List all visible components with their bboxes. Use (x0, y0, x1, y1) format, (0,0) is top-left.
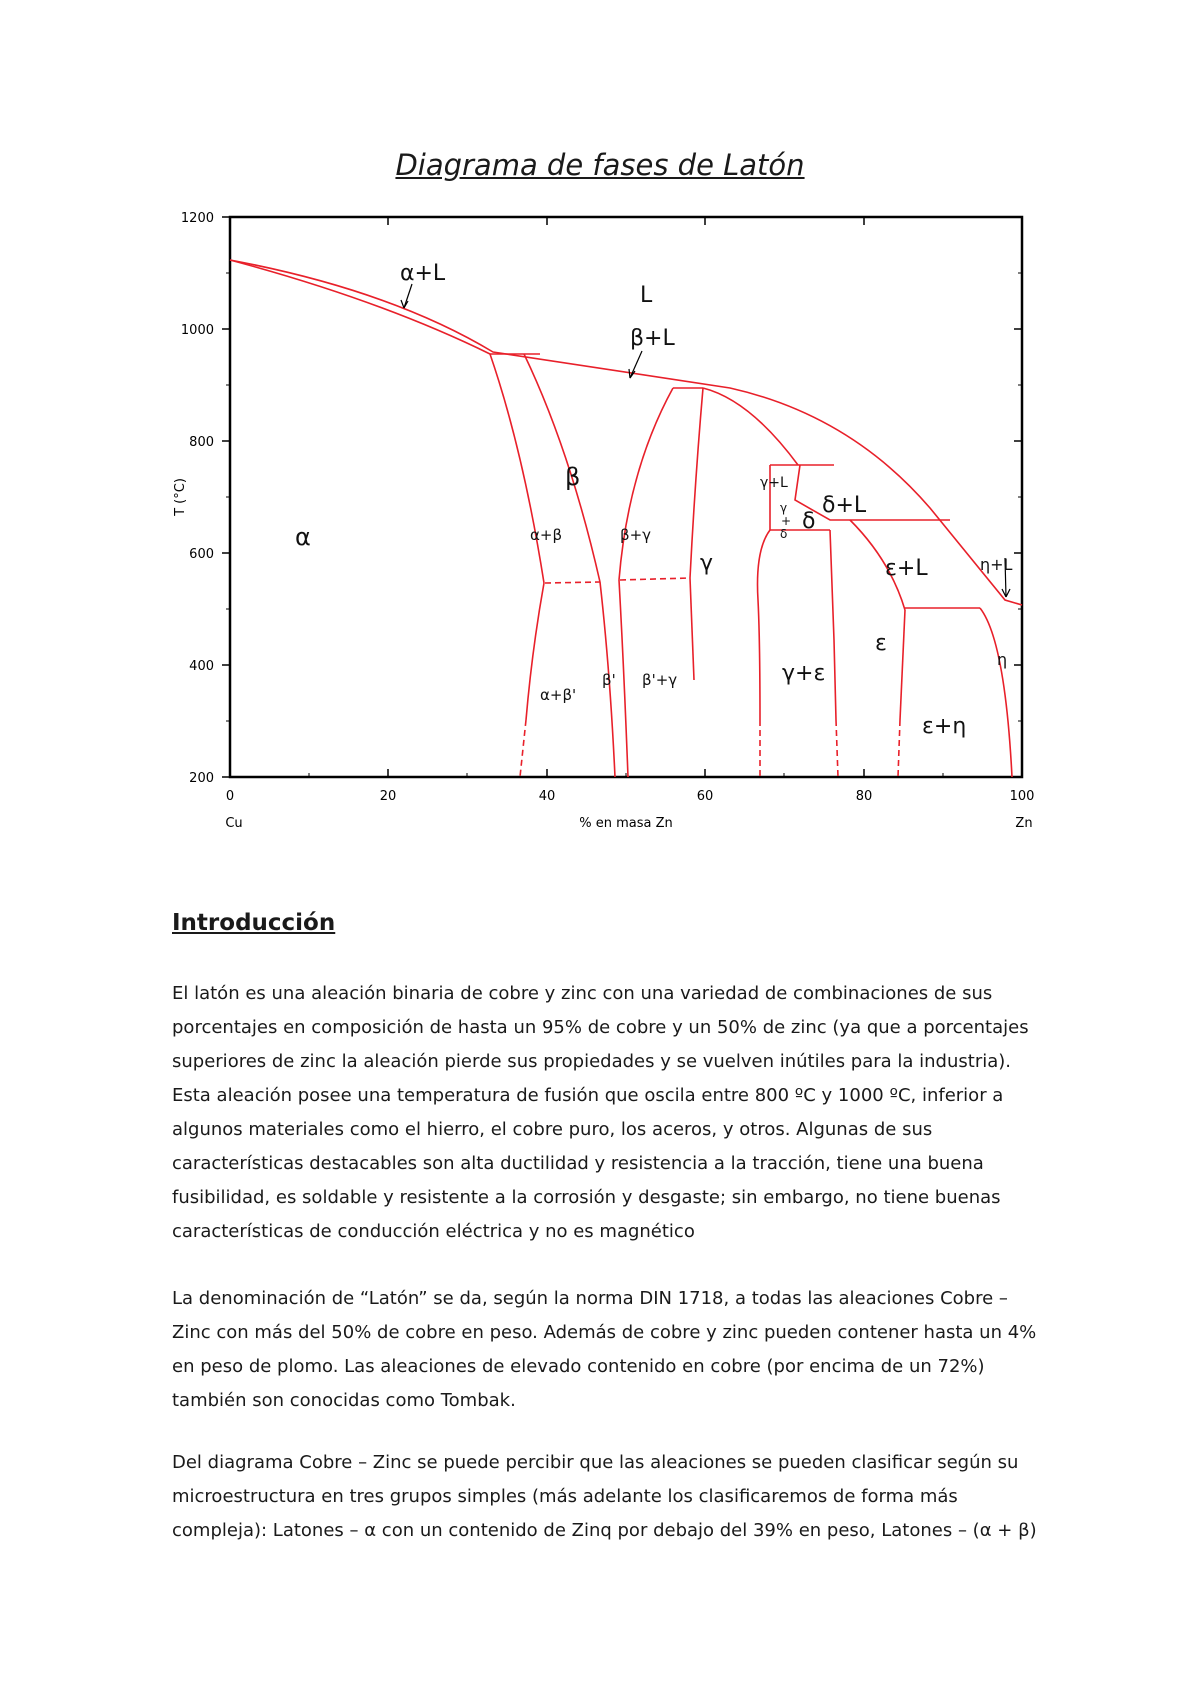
x-tick-label: 60 (696, 789, 714, 804)
x-axis (225, 217, 1034, 831)
x-tick-label: 0 (225, 789, 235, 804)
x-tick-label: 20 (379, 789, 397, 804)
liquidus-line (230, 260, 1022, 605)
x-tick-label: 80 (855, 789, 873, 804)
phase-label-liquid: L (640, 283, 653, 308)
epsilon-left-boundary (830, 530, 836, 720)
phase-label-betaprime: β' (602, 671, 616, 689)
section-heading: Introducción (172, 910, 336, 936)
phase-label-delta-liquid: δ+L (822, 493, 867, 518)
y-tick-label: 1200 (180, 211, 214, 226)
x-tick-label: 40 (538, 789, 556, 804)
phase-label-epsilon-liquid: ε+L (885, 556, 928, 581)
phase-diagram (150, 200, 1050, 840)
plot-frame (230, 217, 1022, 777)
phase-label-gamma-delta-plus: + (781, 514, 792, 528)
eta-boundary (980, 608, 1012, 777)
phase-label-eta: η (997, 650, 1008, 669)
y-tick-label: 1000 (180, 323, 214, 338)
alpha-boundary (490, 354, 544, 583)
betap-right (619, 580, 628, 777)
x-end-label-zn: Zn (1015, 816, 1033, 831)
phase-label-gamma-epsilon: γ+ε (782, 661, 826, 686)
phase-label-epsilon-eta: ε+η (922, 714, 967, 739)
document-title: Diagrama de fases de Latón (395, 148, 805, 182)
solidus-alpha (230, 260, 490, 354)
phase-label-beta-liquid: β+L (630, 326, 675, 351)
phase-boundaries (230, 260, 1022, 777)
phase-label-alpha-beta: α+β (530, 526, 563, 544)
paragraph-2: La denominación de “Latón” se da, según la norma DIN 1718, a todas las aleaciones Cobre – Zinc con más del 50% de cobre en peso. Además de cobre y zinc pueden contener hasta un 4% en peso de plomo. Las aleaciones de elevado contenido en cobre (por encima de un 72%) también son conocidas como Tombak. (172, 1288, 1037, 1411)
ordering-line-left (545, 582, 600, 583)
gamma-left-boundary (690, 388, 703, 578)
y-tick-label: 400 (189, 659, 214, 674)
alpha-l-arrow (404, 284, 412, 308)
phase-label-eta-liquid: η+L (980, 555, 1013, 574)
gamma-right-b (758, 530, 771, 720)
phase-label-delta: δ (802, 509, 816, 534)
y-tick-label: 200 (189, 771, 214, 786)
y-tick-label: 600 (189, 547, 214, 562)
phase-label-beta: β (565, 463, 581, 491)
epsilon-lower-right (900, 610, 905, 720)
y-axis (173, 211, 1022, 786)
phase-label-betaprime-gamma: β'+γ (642, 671, 678, 689)
phase-label-alpha: α (295, 523, 311, 551)
beta-left-boundary (524, 354, 600, 582)
phase-label-gamma-delta-top: γ (780, 501, 788, 515)
y-tick-label: 800 (189, 435, 214, 450)
gamma-lower-left (690, 578, 694, 680)
x-end-label-cu: Cu (225, 816, 243, 831)
ordering-line-right (620, 578, 690, 580)
phase-label-gamma: γ (700, 551, 714, 576)
paragraph-1: El latón es una aleación binaria de cobre y zinc con una variedad de combinaciones de sus porcentajes en composición de hasta un 95% de cobre y un 50% de zinc (ya que a porcentajes superiores de zinc la aleación pierde sus propiedades y se vuelven inútiles para la industria). Esta aleación posee una temperatura de fusión que oscila entre 800 ºC y 1000 ºC, inferior a algunos materiales como el hierro, el cobre puro, los aceros, y otros. Algunas de sus características destacables son alta ductilidad y resistencia a la tracción, tiene una buena fusibilidad, es soldable y resistente a la corrosión y desgaste; sin embargo, no tiene buenas características de conducción eléctrica y no es magnético (172, 983, 1029, 1242)
x-axis-label: % en masa Zn (579, 816, 673, 831)
beta-right-boundary (619, 388, 673, 580)
phase-label-gamma-liquid: γ+L (760, 475, 788, 491)
phase-label-epsilon: ε (875, 631, 887, 656)
phase-label-gamma-delta-bottom: δ (780, 527, 788, 541)
phase-label-alpha-betaprime: α+β' (540, 686, 577, 704)
x-tick-label: 100 (1009, 789, 1035, 804)
gamma-top-right (703, 388, 798, 465)
paragraph-3: Del diagrama Cobre – Zinc se puede percibir que las aleaciones se pueden clasificar según su microestructura en tres grupos simples (más adelante los clasificaremos de forma más compleja): Latones – α con un contenido de Zinq por debajo del 39% en peso, Latones – (α + β) (172, 1452, 1037, 1541)
phase-diagram-figure (150, 200, 1050, 840)
y-axis-label: T (°C) (173, 478, 188, 516)
phase-label-alpha-liquid: α+L (400, 261, 446, 286)
phase-label-beta-gamma: β+γ (620, 526, 652, 544)
